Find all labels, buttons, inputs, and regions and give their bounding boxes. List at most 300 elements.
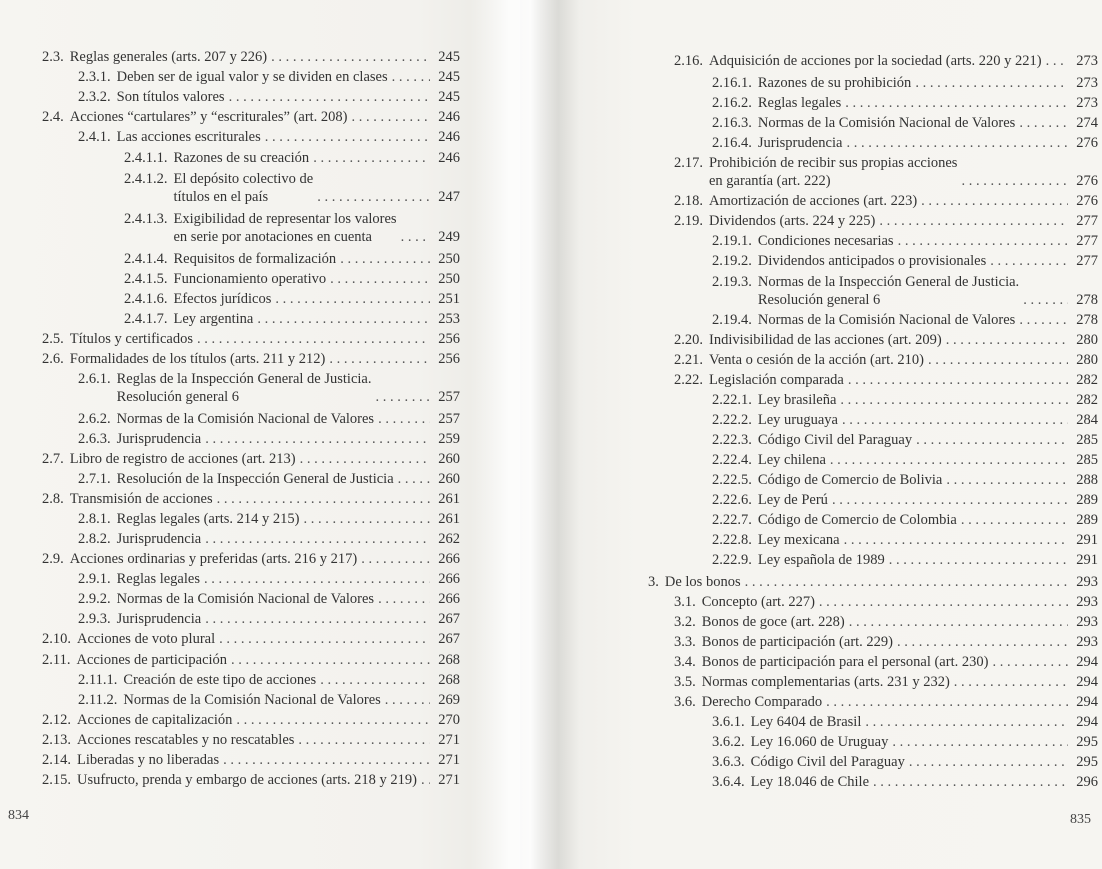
toc-entry-page: 282 — [1076, 392, 1098, 408]
toc-entry-title: Acciones ordinarias y preferidas (arts. 216 y 217) — [69, 551, 358, 567]
toc-entry — [648, 573, 1098, 591]
toc-entry — [42, 350, 460, 368]
toc-entry-number: 2.22. — [674, 372, 703, 388]
toc-entry — [42, 630, 460, 648]
toc-entry-page: 273 — [1076, 95, 1098, 111]
dot-leader — [204, 570, 430, 588]
dot-leader — [865, 713, 1068, 731]
dot-leader — [921, 192, 1068, 210]
dot-leader — [898, 232, 1068, 250]
toc-entry — [78, 68, 460, 86]
toc-entry-title: Efectos jurídicos — [173, 291, 272, 307]
toc-entry-title-wrap — [70, 108, 348, 126]
dot-leader — [909, 753, 1068, 771]
toc-entry — [674, 613, 1098, 631]
toc-entry — [42, 108, 460, 126]
dot-leader — [892, 733, 1068, 751]
toc-entry-page: 269 — [438, 692, 460, 708]
toc-entry — [712, 232, 1098, 250]
toc-entry — [42, 330, 460, 348]
toc-entry-page: 293 — [1076, 634, 1098, 650]
toc-entry — [712, 114, 1098, 132]
toc-entry-number: 2.22.5. — [712, 472, 752, 488]
dot-leader — [946, 331, 1068, 349]
toc-entry-title-wrap — [70, 330, 193, 348]
toc-entry — [78, 530, 460, 548]
dot-leader — [1046, 52, 1068, 70]
toc-entry-number: 2.19. — [674, 213, 703, 229]
toc-entry-page: 293 — [1076, 614, 1098, 630]
toc-entry-page: 260 — [438, 451, 460, 467]
toc-entry-title-wrap — [751, 773, 869, 791]
toc-entry — [712, 134, 1098, 152]
toc-entry-title: Normas de la Comisión Nacional de Valores — [116, 411, 375, 427]
dot-leader — [401, 228, 430, 246]
toc-entry-page: 256 — [438, 331, 460, 347]
toc-entry-number: 3.1. — [674, 594, 696, 610]
toc-entry-title: Código Civil del Paraguay — [750, 754, 905, 770]
toc-entry-page: 249 — [438, 229, 460, 245]
toc-entry-title-wrap — [758, 232, 894, 250]
toc-entry-page: 250 — [438, 271, 460, 287]
toc-entry-number: 2.12. — [42, 712, 71, 728]
toc-entry-page: 294 — [1076, 654, 1098, 670]
toc-entry-title: Reglas legales — [116, 571, 200, 587]
toc-entry-title-continued: Resolución general 6 — [757, 292, 881, 308]
dot-leader — [398, 470, 430, 488]
toc-entry-page: 291 — [1076, 532, 1098, 548]
toc-entry — [674, 673, 1098, 691]
toc-entry-title-wrap — [665, 573, 741, 591]
toc-entry-number: 3.3. — [674, 634, 696, 650]
toc-entry-number: 3.6.1. — [712, 714, 745, 730]
toc-entry-title: Normas de la Comisión Nacional de Valores — [757, 115, 1016, 131]
toc-entry-title-continued: títulos en el país — [173, 189, 269, 205]
toc-entry-number: 2.6.2. — [78, 411, 111, 427]
toc-entry — [674, 52, 1098, 70]
toc-entry-number: 2.6.3. — [78, 431, 111, 447]
toc-entry — [674, 331, 1098, 349]
toc-entry-page: 271 — [438, 752, 460, 768]
toc-entry-page: 294 — [1076, 674, 1098, 690]
toc-entry-title-wrap — [77, 751, 219, 769]
dot-leader — [219, 630, 430, 648]
toc-entry-title: Formalidades de los títulos (arts. 211 y 212) — [69, 351, 326, 367]
toc-entry-title: Razones de su creación — [173, 150, 310, 166]
toc-entry-page: 291 — [1076, 552, 1098, 568]
toc-entry-page: 268 — [438, 652, 460, 668]
dot-leader — [844, 531, 1068, 549]
toc-entry-number: 2.4.1.6. — [124, 291, 168, 307]
toc-entry-title-continued: en garantía (art. 222) — [709, 173, 831, 189]
toc-entry-title-wrap — [709, 52, 1042, 70]
toc-entry — [78, 510, 460, 528]
toc-entry — [42, 771, 460, 789]
toc-entry-page: 280 — [1076, 352, 1098, 368]
toc-entry-title: Normas de la Comisión Nacional de Valores — [123, 692, 381, 708]
toc-entry-title-wrap — [77, 771, 417, 789]
toc-entry-title: Ley uruguaya — [757, 412, 838, 428]
dot-leader — [378, 590, 430, 608]
dot-leader — [236, 711, 430, 729]
toc-entry-title: Razones de su prohibición — [757, 75, 912, 91]
toc-entry-title: Código de Comercio de Bolivia — [757, 472, 943, 488]
toc-entry-page: 289 — [1076, 512, 1098, 528]
toc-entry-title-wrap — [77, 731, 294, 749]
dot-leader — [329, 350, 430, 368]
toc-entry-title-wrap — [758, 491, 828, 509]
toc-entry-title: Jurisprudencia — [757, 135, 843, 151]
toc-entry-number: 2.9.3. — [78, 611, 111, 627]
toc-entry-page: 277 — [1076, 213, 1098, 229]
toc-entry-title-wrap — [758, 134, 843, 152]
toc-entry-number: 2.10. — [42, 631, 71, 647]
toc-entry — [712, 74, 1098, 92]
toc-entry-number: 2.16.2. — [712, 95, 752, 111]
toc-entry — [712, 773, 1098, 791]
dot-leader — [848, 371, 1068, 389]
dot-leader — [873, 773, 1068, 791]
toc-entry-page: 285 — [1076, 452, 1098, 468]
toc-entry — [78, 88, 460, 106]
toc-entry — [674, 192, 1098, 210]
toc-entry — [712, 411, 1098, 429]
toc-entry-title: Ley chilena — [757, 452, 826, 468]
toc-entry-number: 2.16.1. — [712, 75, 752, 91]
toc-entry-number: 2.4.1.2. — [124, 171, 168, 187]
dot-leader — [205, 430, 430, 448]
toc-entry-number: 3. — [648, 574, 659, 590]
toc-entry-number: 2.22.3. — [712, 432, 752, 448]
toc-entry-title: Condiciones necesarias — [757, 233, 894, 249]
toc-entry — [124, 250, 460, 268]
toc-entry-number: 2.11.1. — [78, 672, 118, 688]
toc-entry-title-wrap — [702, 653, 989, 671]
toc-entry-title: Derecho Comparado — [701, 694, 823, 710]
dot-leader — [352, 108, 430, 126]
toc-entry-page: 245 — [438, 49, 460, 65]
toc-entry-title: Reglas de la Inspección General de Justicia. — [116, 371, 372, 387]
toc-entry — [712, 511, 1098, 529]
toc-entry-page: 266 — [438, 551, 460, 567]
toc-entry-page: 276 — [1076, 193, 1098, 209]
dot-leader — [197, 330, 430, 348]
toc-entry-title: Ley mexicana — [757, 532, 840, 548]
toc-entry-title-wrap — [117, 68, 388, 86]
toc-entry-title: Legislación comparada — [709, 372, 844, 388]
toc-entry-title: Títulos y certificados — [69, 331, 193, 347]
toc-entry-number: 2.13. — [42, 732, 71, 748]
toc-entry-page: 278 — [1076, 292, 1098, 308]
toc-entry-title: Acciones “cartulares” y “escriturales” (art. 208) — [69, 109, 348, 125]
toc-entry — [712, 252, 1098, 270]
toc-entry-number: 2.9.2. — [78, 591, 111, 607]
toc-entry — [674, 212, 1098, 230]
toc-entry — [78, 610, 460, 628]
toc-entry-page: 277 — [1076, 253, 1098, 269]
toc-entry — [42, 550, 460, 568]
toc-entry — [78, 570, 460, 588]
toc-entry-page: 294 — [1076, 714, 1098, 730]
toc-entry — [78, 430, 460, 448]
toc-entry — [42, 731, 460, 749]
toc-entry-title-wrap — [709, 331, 942, 349]
dot-leader — [392, 68, 430, 86]
toc-entry-page: 260 — [438, 471, 460, 487]
dot-leader — [300, 450, 430, 468]
toc-entry-page: 266 — [438, 591, 460, 607]
toc-entry-title: Código de Comercio de Colombia — [757, 512, 957, 528]
toc-entry-title-wrap — [709, 192, 917, 210]
toc-entry-number: 2.17. — [674, 155, 703, 171]
toc-entry-number: 2.4.1.4. — [124, 251, 168, 267]
dot-leader — [361, 550, 430, 568]
toc-entry-title: Prohibición de recibir sus propias acciones — [709, 155, 958, 171]
dot-leader — [889, 551, 1068, 569]
toc-entry-number: 2.8. — [42, 491, 64, 507]
toc-entry-page: 285 — [1076, 432, 1098, 448]
toc-entry-title-wrap — [758, 551, 885, 569]
toc-entry-number: 2.19.4. — [712, 312, 752, 328]
dot-leader — [846, 134, 1068, 152]
toc-entry-number: 2.16. — [674, 53, 703, 69]
toc-entry — [674, 633, 1098, 651]
toc-entry-title: Adquisición de acciones por la sociedad (arts. 220 y 221) — [709, 53, 1042, 69]
toc-entry-title: Reglas legales — [757, 95, 842, 111]
toc-entry-title: Usufructo, prenda y embargo de acciones (arts. 218 y 219) — [77, 772, 417, 788]
dot-leader — [205, 530, 430, 548]
toc-entry-title-wrap — [758, 252, 986, 270]
toc-entry-number: 2.6.1. — [78, 371, 111, 387]
toc-entry-title-wrap — [117, 590, 374, 608]
left-page-number: 834 — [8, 808, 29, 823]
toc-entry — [674, 351, 1098, 369]
toc-entry-title: Acciones de participación — [76, 652, 228, 668]
toc-entry-number: 2.6. — [42, 351, 64, 367]
toc-entry-title-wrap — [70, 450, 296, 468]
toc-entry-title-wrap — [117, 570, 200, 588]
toc-entry-number: 2.4. — [42, 109, 64, 125]
toc-entry-title-wrap — [117, 430, 202, 448]
toc-entry-title-continued: Resolución general 6 — [116, 389, 240, 405]
toc-entry-title-wrap — [174, 170, 314, 206]
toc-entry-page: 245 — [438, 69, 460, 85]
toc-entry-title: Dividendos (arts. 224 y 225) — [709, 213, 876, 229]
toc-entry-page: 246 — [438, 109, 460, 125]
toc-entry-number: 2.11.2. — [78, 692, 118, 708]
toc-entry-number: 3.6.2. — [712, 734, 745, 750]
dot-leader — [1019, 114, 1068, 132]
toc-entry-page: 245 — [438, 89, 460, 105]
dot-leader — [257, 310, 430, 328]
toc-entry — [712, 451, 1098, 469]
toc-entry — [712, 531, 1098, 549]
dot-leader — [421, 771, 430, 789]
toc-entry-title: Ley 16.060 de Uruguay — [750, 734, 889, 750]
toc-entry-page: 277 — [1076, 233, 1098, 249]
toc-entry-number: 2.7. — [42, 451, 64, 467]
toc-entry-title: Jurisprudencia — [116, 431, 202, 447]
toc-entry — [674, 371, 1098, 389]
toc-entry — [124, 290, 460, 308]
dot-leader — [954, 673, 1068, 691]
toc-entry-number: 2.14. — [42, 752, 71, 768]
toc-entry-number: 2.4.1.7. — [124, 311, 168, 327]
dot-leader — [915, 74, 1068, 92]
toc-entry-title: Amortización de acciones (art. 223) — [709, 193, 918, 209]
toc-entry-page: 247 — [438, 189, 460, 205]
toc-entry-title-wrap — [77, 711, 232, 729]
toc-entry-title-wrap — [709, 371, 844, 389]
toc-entry-page: 295 — [1076, 754, 1098, 770]
toc-entry-number: 2.8.1. — [78, 511, 111, 527]
dot-leader — [330, 270, 430, 288]
dot-leader — [845, 94, 1068, 112]
toc-entry — [712, 471, 1098, 489]
dot-leader — [275, 290, 430, 308]
toc-entry-page: 273 — [1076, 75, 1098, 91]
toc-entry-title-wrap — [174, 290, 272, 308]
toc-entry-title: El depósito colectivo de — [173, 171, 314, 187]
dot-leader — [340, 250, 430, 268]
dot-leader — [842, 411, 1068, 429]
dot-leader — [961, 172, 1068, 190]
toc-entry-page: 253 — [438, 311, 460, 327]
dot-leader — [271, 48, 430, 66]
toc-entry — [674, 653, 1098, 671]
toc-entry-title-wrap — [117, 370, 372, 406]
toc-entry-number: 2.9. — [42, 551, 64, 567]
toc-entry-page: 278 — [1076, 312, 1098, 328]
toc-entry-title: Concepto (art. 227) — [701, 594, 815, 610]
toc-entry-title-wrap — [70, 48, 267, 66]
toc-entry-title: Bonos de participación (art. 229) — [701, 634, 894, 650]
dot-leader — [205, 610, 430, 628]
toc-entry-number: 3.5. — [674, 674, 696, 690]
toc-entry — [712, 94, 1098, 112]
toc-entry-page: 296 — [1076, 774, 1098, 790]
toc-entry-page: 268 — [438, 672, 460, 688]
toc-entry-page: 282 — [1076, 372, 1098, 388]
toc-entry — [78, 128, 460, 146]
toc-entry-title-wrap — [70, 350, 326, 368]
toc-entry-title: Normas de la Comisión Nacional de Valores — [757, 312, 1016, 328]
toc-entry-number: 2.15. — [42, 772, 71, 788]
toc-entry-title-wrap — [751, 713, 862, 731]
toc-entry-title-wrap — [77, 630, 215, 648]
toc-entry — [712, 713, 1098, 731]
toc-entry-title-wrap — [76, 651, 227, 669]
toc-entry-page: 261 — [438, 491, 460, 507]
toc-entry-title-continued: en serie por anotaciones en cuenta — [173, 229, 372, 245]
toc-entry-title-wrap — [117, 470, 394, 488]
toc-entry-title-wrap — [123, 671, 316, 689]
toc-entry-title: Ley argentina — [173, 311, 254, 327]
toc-entry-title: Indivisibilidad de las acciones (art. 209) — [709, 332, 942, 348]
toc-entry-page: 250 — [438, 251, 460, 267]
right-page-number: 835 — [1070, 812, 1091, 827]
toc-entry-number: 2.4.1.1. — [124, 150, 168, 166]
dot-leader — [990, 252, 1068, 270]
dot-leader — [223, 751, 430, 769]
toc-entry — [674, 693, 1098, 711]
toc-entry — [78, 590, 460, 608]
toc-entry-title: Acciones de voto plural — [77, 631, 216, 647]
dot-leader — [745, 573, 1068, 591]
toc-entry-page: 293 — [1076, 574, 1098, 590]
toc-entry — [712, 753, 1098, 771]
toc-entry-title-wrap — [117, 510, 300, 528]
toc-entry-title-wrap — [70, 550, 358, 568]
toc-entry-title-wrap — [758, 531, 840, 549]
toc-entry-page: 276 — [1076, 135, 1098, 151]
dot-leader — [826, 693, 1068, 711]
toc-entry — [78, 410, 460, 428]
toc-entry-title-wrap — [758, 431, 912, 449]
dot-leader — [231, 651, 430, 669]
dot-leader — [298, 731, 430, 749]
toc-entry-title-wrap — [758, 273, 1019, 309]
toc-entry-number: 2.21. — [674, 352, 703, 368]
toc-entry-page: 294 — [1076, 694, 1098, 710]
toc-entry-title-wrap — [174, 149, 310, 167]
dot-leader — [961, 511, 1068, 529]
toc-entry-title-wrap — [117, 530, 202, 548]
toc-entry-title-wrap — [702, 633, 893, 651]
dot-leader — [928, 351, 1068, 369]
toc-entry — [42, 651, 460, 669]
toc-entry-title-wrap — [709, 154, 957, 190]
toc-entry-page: 262 — [438, 531, 460, 547]
toc-entry-title-wrap — [702, 593, 815, 611]
toc-entry-page: 274 — [1076, 115, 1098, 131]
toc-entry-title: Bonos de goce (art. 228) — [701, 614, 845, 630]
toc-entry-number: 2.11. — [42, 652, 71, 668]
toc-entry — [42, 48, 460, 66]
toc-entry-page: 289 — [1076, 492, 1098, 508]
toc-entry-number: 2.16.4. — [712, 135, 752, 151]
toc-entry-number: 2.22.6. — [712, 492, 752, 508]
toc-entry-title-wrap — [758, 94, 841, 112]
toc-entry-number: 2.4.1. — [78, 129, 111, 145]
toc-entry-title-wrap — [758, 451, 826, 469]
toc-entry — [712, 311, 1098, 329]
toc-entry-title: Ley de Perú — [757, 492, 828, 508]
toc-entry-title-wrap — [709, 351, 924, 369]
toc-entry-page: 257 — [438, 411, 460, 427]
toc-entry-number: 2.22.2. — [712, 412, 752, 428]
toc-entry-title: De los bonos — [664, 574, 741, 590]
dot-leader — [265, 128, 430, 146]
dot-leader — [317, 188, 430, 206]
toc-entry-title: Funcionamiento operativo — [173, 271, 327, 287]
toc-entry-title: Bonos de participación para el personal (art. 230) — [701, 654, 989, 670]
toc-entry-page: 270 — [438, 712, 460, 728]
toc-entry-number: 2.3.1. — [78, 69, 111, 85]
toc-entry — [674, 154, 1098, 190]
toc-entry-number: 3.6. — [674, 694, 696, 710]
dot-leader — [376, 388, 431, 406]
toc-entry-page: 251 — [438, 291, 460, 307]
toc-entry — [124, 149, 460, 167]
toc-entry-page: 295 — [1076, 734, 1098, 750]
toc-entry — [42, 490, 460, 508]
toc-entry-number: 3.2. — [674, 614, 696, 630]
toc-entry-title: Las acciones escriturales — [116, 129, 261, 145]
toc-entry-title: Venta o cesión de la acción (art. 210) — [709, 352, 924, 368]
toc-entry-title: Libro de registro de acciones (art. 213) — [69, 451, 296, 467]
toc-entry-number: 2.22.9. — [712, 552, 752, 568]
